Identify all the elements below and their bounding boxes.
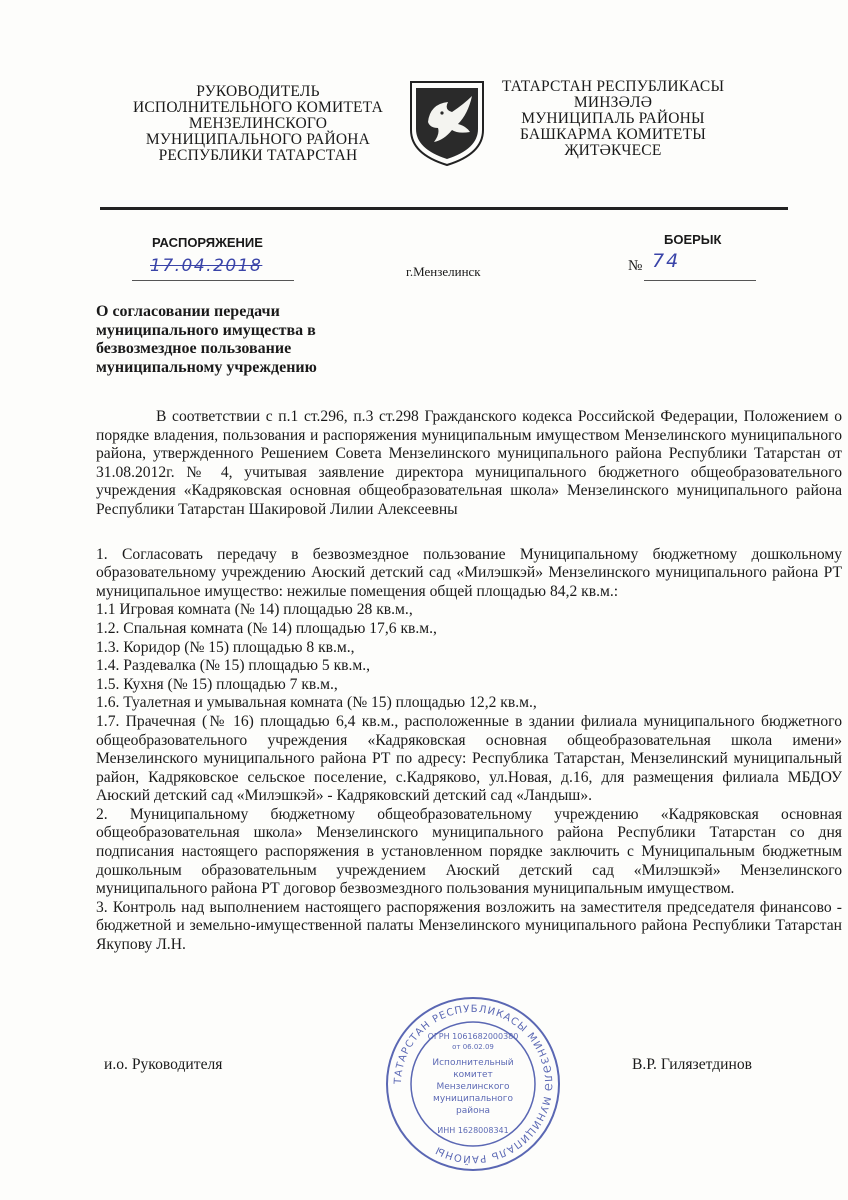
doc-kind-russian: РАСПОРЯЖЕНИЕ: [152, 235, 263, 250]
header-right-line: ҖИТӘКЧЕСЕ: [564, 142, 662, 159]
stamp-ring-text: ТАТАРСТАН РЕСПУБЛИКАСЫ МИНЗӘЛӘ МУНИЦИПАЛЬ РАЙОНЫ: [392, 1003, 554, 1165]
header-right-line: МУНИЦИПАЛЬ РАЙОНЫ: [521, 110, 705, 127]
doc-body: [96, 408, 842, 955]
paragraph-gap: [96, 520, 842, 546]
header-left-line: ИСПОЛНИТЕЛЬНОГО КОМИТЕТА: [133, 99, 383, 116]
list-item: 1.5. Кухня (№ 15) площадью 7 кв.м.,: [96, 675, 338, 693]
list-item: 1.2. Спальная комната (№ 14) площадью 17,6 кв.м.,: [96, 619, 437, 637]
stamp-inn: ИНН 1628008341: [437, 1126, 509, 1135]
stamp-center-line: района: [456, 1106, 490, 1116]
list-item: 1.6. Туалетная и умывальная комната (№ 15) площадью 12,2 кв.м.,: [96, 694, 537, 712]
handwritten-date: 17.04.2018: [150, 256, 263, 276]
list-item: 1.7. Прачечная (№ 16) площадью 6,4 кв.м., расположенные в здании филиала муниципального бюджетного общеобразовательного учреждения «Кадряковская основная общеобразовательная школа имени» Мензелинского муниципального района РТ по адресу: Республика Татарстан, Мензелинский муниципальный район, Кадряковское сельское поселение, с.Кадряково, ул.Новая, д.16, для размещения филиала МБДОУ Аюский детский сад «Милэшкэй» - Кадряковский детский сад «Ландыш».: [96, 712, 842, 805]
point-2: 2. Муниципальному бюджетному общеобразовательному учреждению «Кадряковская основная общеобразовательная школа» Мензелинского муниципального района Республики Татарстан со дня подписания настоящего распоряжения в установленном порядке заключить с Муниципальным бюджетным дошкольным образовательным учреждением Аюский детский сад «Милэшкэй» Мензелинского муниципального района РТ договор безвозмездного пользования муниципальным имуществом.: [96, 805, 842, 898]
header-left-line: РЕСПУБЛИКИ ТАТАРСТАН: [158, 147, 358, 164]
header-left-line: МЕНЗЕЛИНСКОГО: [188, 115, 328, 132]
stamp-date: от 06.02.09: [452, 1043, 494, 1051]
dove-emblem-icon: [408, 80, 486, 166]
signatory-position: и.о. Руководителя: [104, 1056, 223, 1073]
stamp-center-line: Мензелинского: [436, 1082, 510, 1092]
header-right-line: БАШКАРМА КОМИТЕТЫ: [520, 126, 706, 143]
stamp-center-line: комитет: [453, 1070, 493, 1080]
stamp-center-line: Исполнительный: [432, 1058, 514, 1068]
doc-title: О согласовании передачи муниципального имущества в безвозмездное пользование муниципальному учреждению: [96, 303, 317, 376]
point-1: 1. Согласовать передачу в безвозмездное пользование Муниципальному бюджетному дошкольному образовательному учреждению Аюский детский сад «Милэшкэй» Мензелинского муниципального района РТ муниципальное имущество: нежилые помещения общей площадью 84,2 кв.м.:: [96, 545, 842, 600]
doc-kind-tatar: БОЕРЫК: [664, 232, 722, 247]
header-left-russian: [108, 84, 408, 164]
stamp-ogrn: ОГРН 1061682000380: [427, 1032, 519, 1041]
header-divider: [100, 207, 788, 210]
list-item: 1.4. Раздевалка (№ 15) площадью 5 кв.м.,: [96, 657, 371, 675]
header-right-line: ТАТАРСТАН РЕСПУБЛИКАСЫ: [501, 78, 725, 95]
list-item: 1.3. Коридор (№ 15) площадью 8 кв.м.,: [96, 638, 355, 656]
stamp-center-line: муниципального: [433, 1094, 513, 1104]
point-3: 3. Контроль над выполнением настоящего распоряжения возложить на заместителя председателя финансово - бюджетной и земельно-имущественной палаты Мензелинского муниципального района Республики Татарстан Якупову Л.Н.: [96, 898, 842, 954]
official-stamp: [384, 995, 562, 1173]
city: г.Мензелинск: [406, 264, 481, 279]
header-left-line: МУНИЦИПАЛЬНОГО РАЙОНА: [145, 131, 371, 148]
number-label: №: [628, 258, 643, 274]
list-item: 1.1 Игровая комната (№ 14) площадью 28 кв.м.,: [96, 601, 413, 619]
header-right-tatar: [478, 79, 748, 159]
header-left-line: РУКОВОДИТЕЛЬ: [196, 83, 320, 100]
signatory-name: В.Р. Гилязетдинов: [632, 1056, 753, 1073]
preamble: В соответствии с п.1 ст.296, п.3 ст.298 Гражданского кодекса Российской Федерации, Положением о порядке владения, пользования и распоряжения муниципальным имуществом Мензелинского муниципального района, утвержденного Решением Совета Мензелинского муниципального района Республики Татарстан от 31.08.2012г. № 4, учитывая заявление директора муниципального бюджетного общеобразовательного учреждения «Кадряковская основная общеобразовательная школа» Мензелинского муниципального района Республики Татарстан Шакировой Лилии Алексеевны: [96, 408, 842, 518]
handwritten-number: 74: [652, 250, 681, 272]
header-right-line: МИНЗӘЛӘ: [573, 94, 653, 111]
